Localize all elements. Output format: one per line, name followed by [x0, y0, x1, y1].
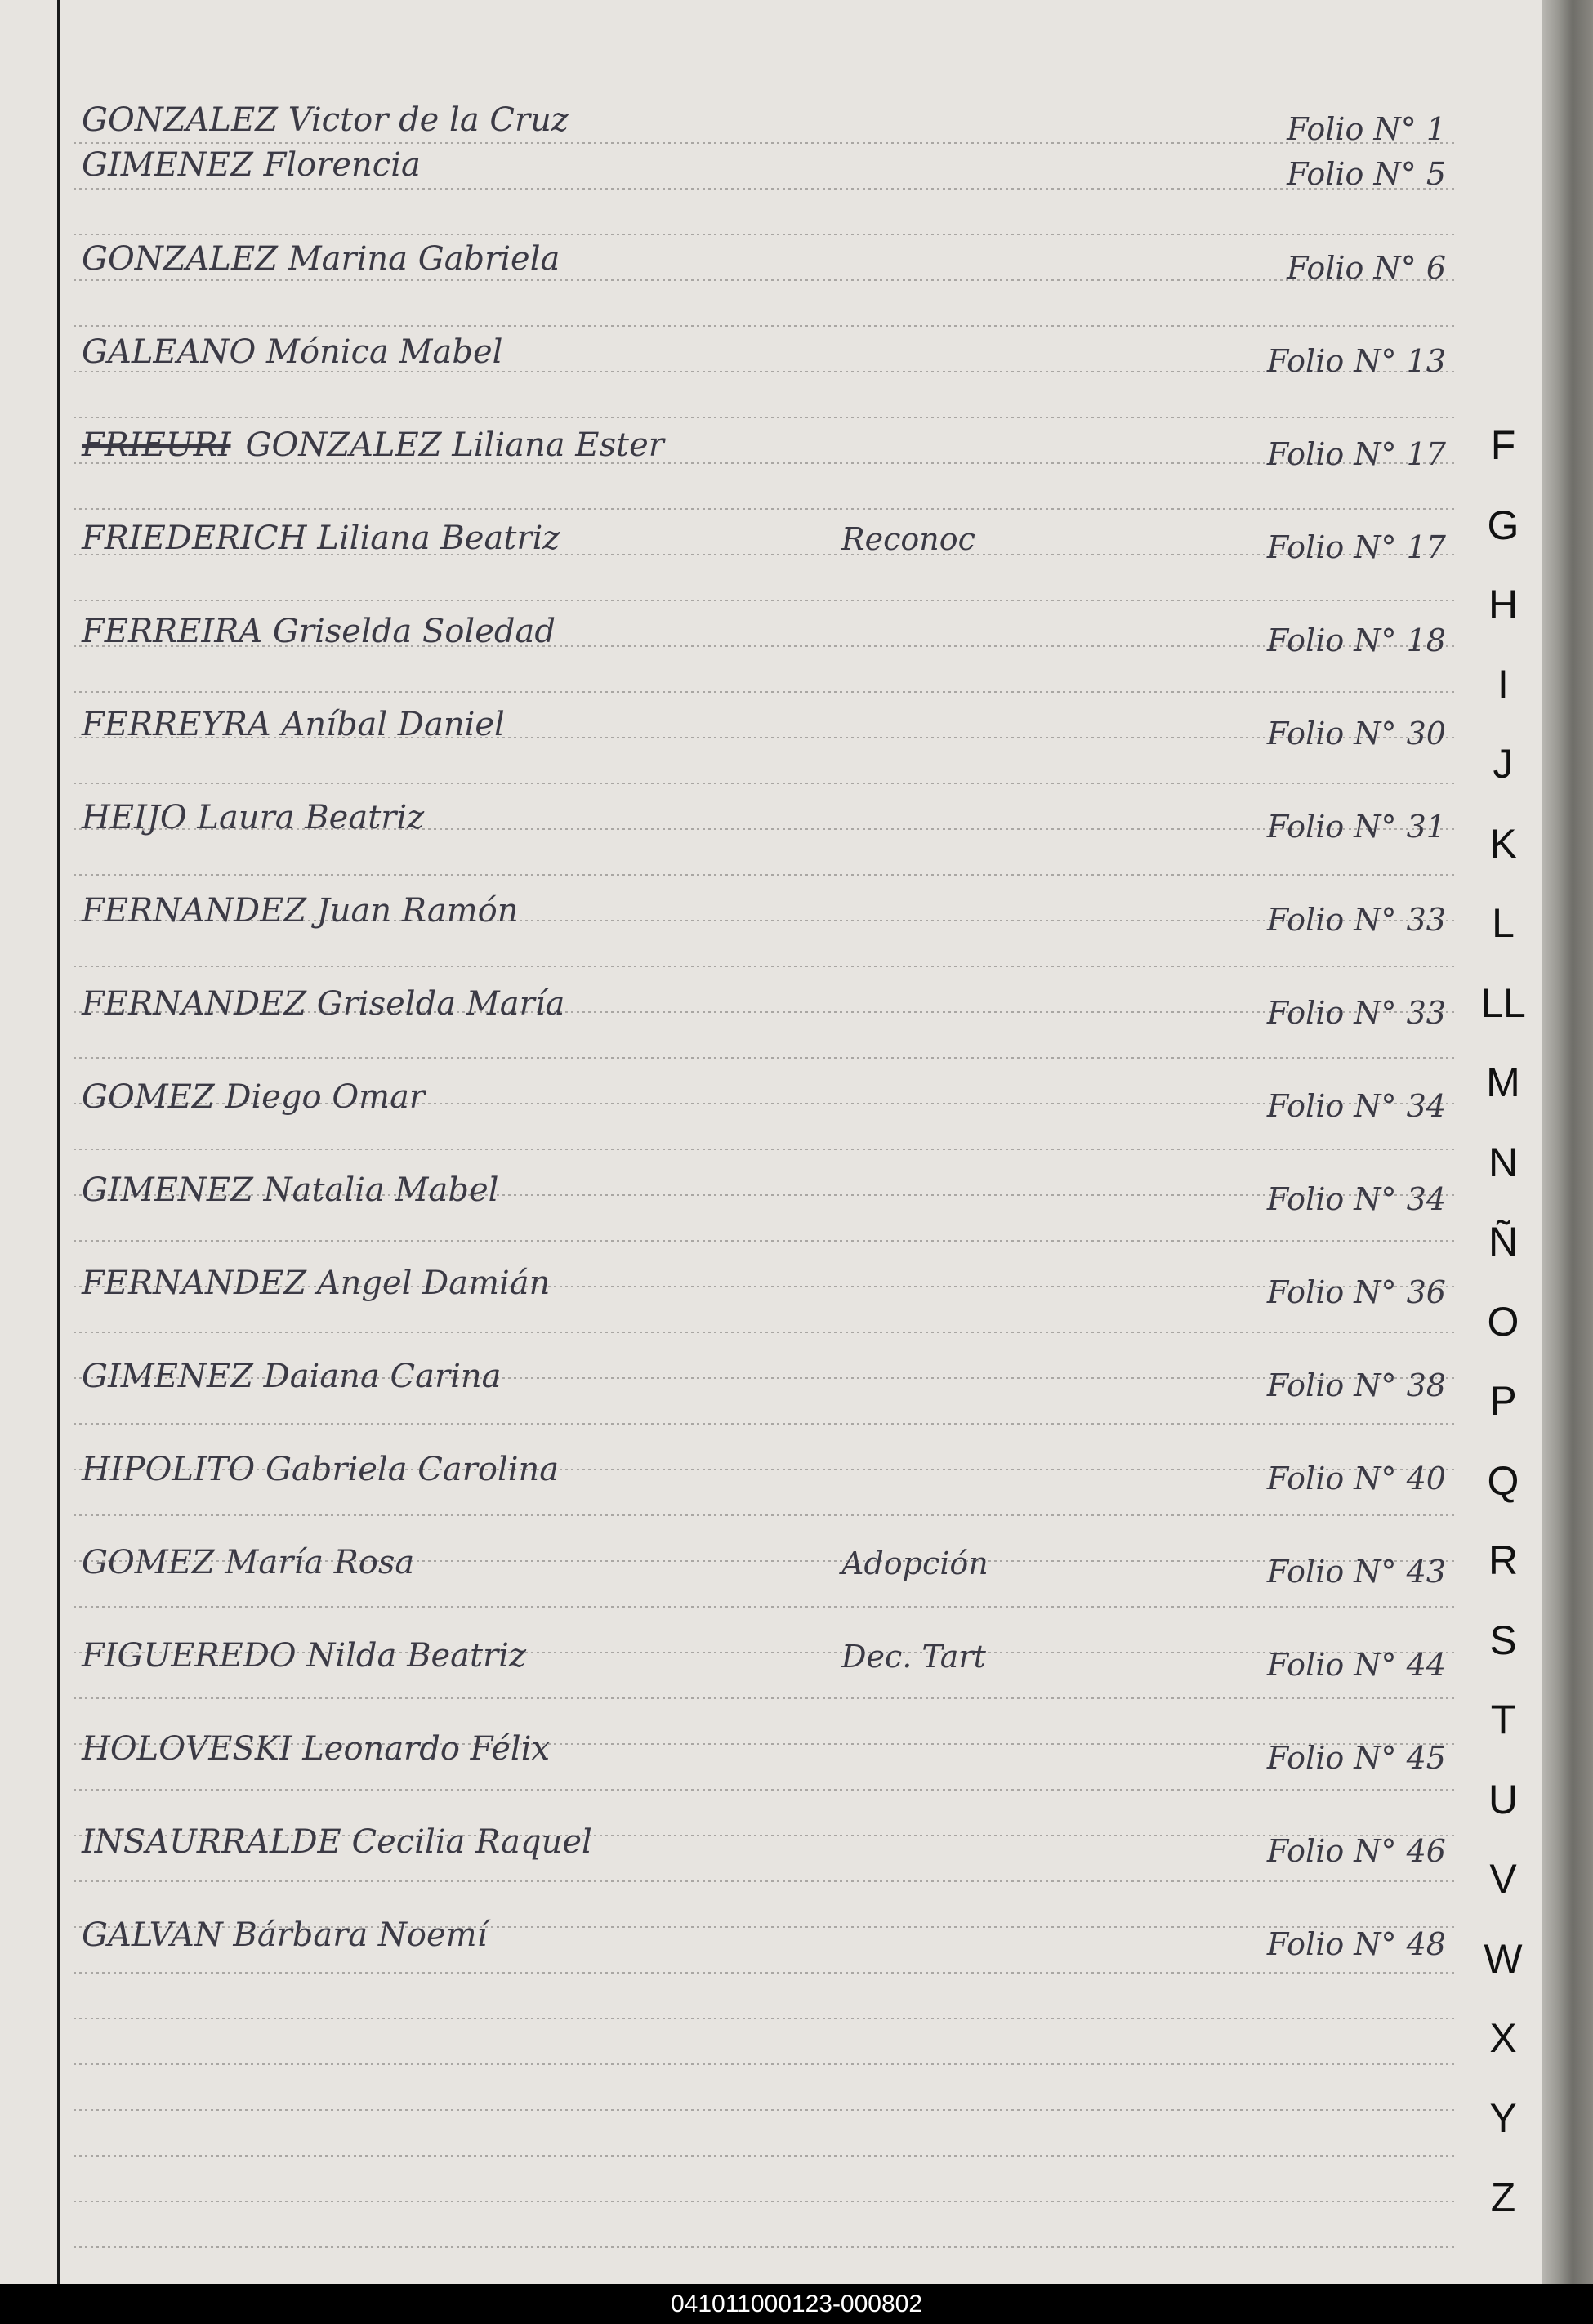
entry-name — [82, 1916, 487, 1954]
index-tab-y[interactable]: Y — [1489, 2094, 1517, 2141]
entry-name — [82, 613, 556, 650]
ledger-entry — [0, 1823, 1536, 1869]
ledger-entry — [0, 520, 1536, 565]
index-tab-z[interactable]: Z — [1490, 2175, 1516, 2220]
entry-name — [82, 1265, 550, 1302]
index-tab-g[interactable]: G — [1487, 502, 1519, 548]
entry-name — [82, 1358, 501, 1395]
entry-name — [82, 1171, 498, 1209]
ledger-entry — [0, 892, 1536, 938]
entry-folio: Folio N° 46 — [1266, 1833, 1446, 1869]
entry-name-text: GIMENEZ Natalia Mabel — [82, 1171, 499, 1209]
index-tab-l[interactable]: L — [1492, 900, 1515, 946]
index-tab-h[interactable]: H — [1488, 582, 1519, 627]
page-edge — [1542, 0, 1593, 2284]
entry-name — [82, 1544, 414, 1581]
entry-name — [82, 1730, 550, 1768]
entry-name-text: FERREIRA Griselda Soledad — [82, 613, 556, 650]
entry-folio: Folio N° 13 — [1266, 343, 1446, 379]
entry-name-text: GOMEZ María Rosa — [82, 1544, 415, 1581]
entry-name-text: GIMENEZ Daiana Carina — [82, 1358, 502, 1395]
entry-name-text: GONZALEZ Liliana Ester — [245, 426, 664, 464]
entry-note: Reconoc — [841, 521, 975, 557]
index-tab-i[interactable]: I — [1497, 661, 1509, 707]
index-tab-u[interactable]: U — [1488, 1776, 1519, 1822]
entry-folio: Folio N° 30 — [1266, 716, 1446, 752]
ledger-entry — [0, 1451, 1536, 1497]
entry-folio: Folio N° 48 — [1266, 1926, 1446, 1962]
index-tab-t[interactable]: T — [1490, 1697, 1516, 1742]
ledger-entry — [0, 146, 1536, 192]
index-tab-ñ[interactable]: Ñ — [1488, 1219, 1519, 1265]
entry-folio: Folio N° 34 — [1266, 1181, 1446, 1217]
ledger-entry — [0, 333, 1536, 379]
entry-note: Adopción — [841, 1546, 988, 1581]
entry-name — [82, 146, 421, 184]
margin-line — [57, 0, 60, 2284]
entry-name-text: FERNANDEZ Griselda María — [82, 985, 565, 1023]
index-tab-n[interactable]: N — [1488, 1139, 1519, 1185]
entry-folio: Folio N° 33 — [1266, 995, 1446, 1031]
entry-name — [82, 333, 502, 371]
entry-folio: Folio N° 5 — [1287, 156, 1446, 192]
entry-name-text: HEIJO Laura Beatriz — [82, 799, 425, 836]
entry-name-text: INSAURRALDE Cecilia Raquel — [82, 1823, 592, 1861]
index-tab-v[interactable]: V — [1489, 1856, 1517, 1902]
ledger-entry — [0, 706, 1536, 752]
entry-folio: Folio N° 43 — [1266, 1554, 1446, 1590]
entry-folio: Folio N° 31 — [1266, 809, 1446, 845]
ledger-entry — [0, 240, 1536, 286]
ledger-entry — [0, 613, 1536, 658]
ledger-entry — [0, 1730, 1536, 1776]
entry-name-text: GALVAN Bárbara Noemí — [82, 1916, 488, 1954]
entry-name — [82, 101, 569, 139]
entry-folio: Folio N° 1 — [1287, 111, 1446, 147]
entry-name-text: GONZALEZ Victor de la Cruz — [82, 101, 569, 139]
entry-folio: Folio N° 6 — [1287, 250, 1446, 286]
entry-name-text: GOMEZ Diego Omar — [82, 1078, 426, 1116]
index-tab-k[interactable]: K — [1489, 820, 1517, 867]
ledger-entry — [0, 1358, 1536, 1403]
index-tab-j[interactable]: J — [1493, 741, 1514, 787]
index-tab-f[interactable]: F — [1490, 422, 1516, 468]
entry-name — [82, 892, 519, 930]
entry-folio: Folio N° 33 — [1266, 902, 1446, 938]
entry-name-text: FRIEDERICH Liliana Beatriz — [82, 520, 560, 557]
entry-folio: Folio N° 40 — [1266, 1461, 1446, 1497]
entry-folio: Folio N° 36 — [1266, 1274, 1446, 1310]
entry-name — [82, 1078, 425, 1116]
ledger-entry — [0, 1265, 1536, 1310]
index-tab-ll[interactable]: LL — [1480, 979, 1526, 1026]
ledger-entry — [0, 1078, 1536, 1124]
entry-name — [82, 426, 664, 464]
index-tab-p[interactable]: P — [1489, 1378, 1517, 1424]
entry-name-text: HIPOLITO Gabriela Carolina — [82, 1451, 560, 1488]
ledger-entry — [0, 101, 1536, 147]
struck-text: FRIEURI — [82, 426, 231, 464]
entry-folio: Folio N° 44 — [1266, 1647, 1446, 1683]
entry-name-text: HOLOVESKI Leonardo Félix — [82, 1730, 551, 1768]
entry-name-text: GALEANO Mónica Mabel — [82, 333, 503, 371]
entry-name-text: FERREYRA Aníbal Daniel — [82, 706, 505, 743]
entry-folio: Folio N° 17 — [1266, 436, 1446, 472]
entry-name-text: FERNANDEZ Juan Ramón — [82, 892, 519, 930]
index-tab-r[interactable]: R — [1488, 1537, 1519, 1583]
index-tab-s[interactable]: S — [1489, 1617, 1517, 1663]
entry-name — [82, 1637, 526, 1675]
entry-folio: Folio N° 38 — [1266, 1367, 1446, 1403]
entry-name — [82, 240, 560, 278]
index-tab-q[interactable]: Q — [1487, 1457, 1519, 1504]
entry-name-text: FIGUEREDO Nilda Beatriz — [82, 1637, 527, 1675]
ledger-entry — [0, 1171, 1536, 1217]
entry-note: Dec. Tart — [841, 1639, 986, 1675]
ledger-entry — [0, 1916, 1536, 1962]
entry-name-text: GONZALEZ Marina Gabriela — [82, 240, 560, 278]
entry-name — [82, 1823, 592, 1861]
entry-folio: Folio N° 34 — [1266, 1088, 1446, 1124]
entry-name-text: FERNANDEZ Angel Damián — [82, 1265, 551, 1302]
entry-name — [82, 520, 560, 557]
entry-name-text: GIMENEZ Florencia — [82, 146, 421, 184]
ledger-entry — [0, 426, 1536, 472]
index-tab-m[interactable]: M — [1486, 1059, 1520, 1105]
entry-name — [82, 985, 564, 1023]
index-tab-x[interactable]: X — [1489, 2015, 1517, 2061]
index-tab-o[interactable]: O — [1487, 1298, 1519, 1345]
entry-name — [82, 1451, 559, 1488]
entry-name — [82, 799, 424, 836]
document-id: 041011000123-000802 — [0, 2284, 1593, 2324]
entry-folio: Folio N° 18 — [1266, 622, 1446, 658]
entry-name — [82, 706, 505, 743]
entry-folio: Folio N° 45 — [1266, 1740, 1446, 1776]
index-tab-w[interactable]: W — [1484, 1935, 1523, 1982]
entry-folio: Folio N° 17 — [1266, 529, 1446, 565]
